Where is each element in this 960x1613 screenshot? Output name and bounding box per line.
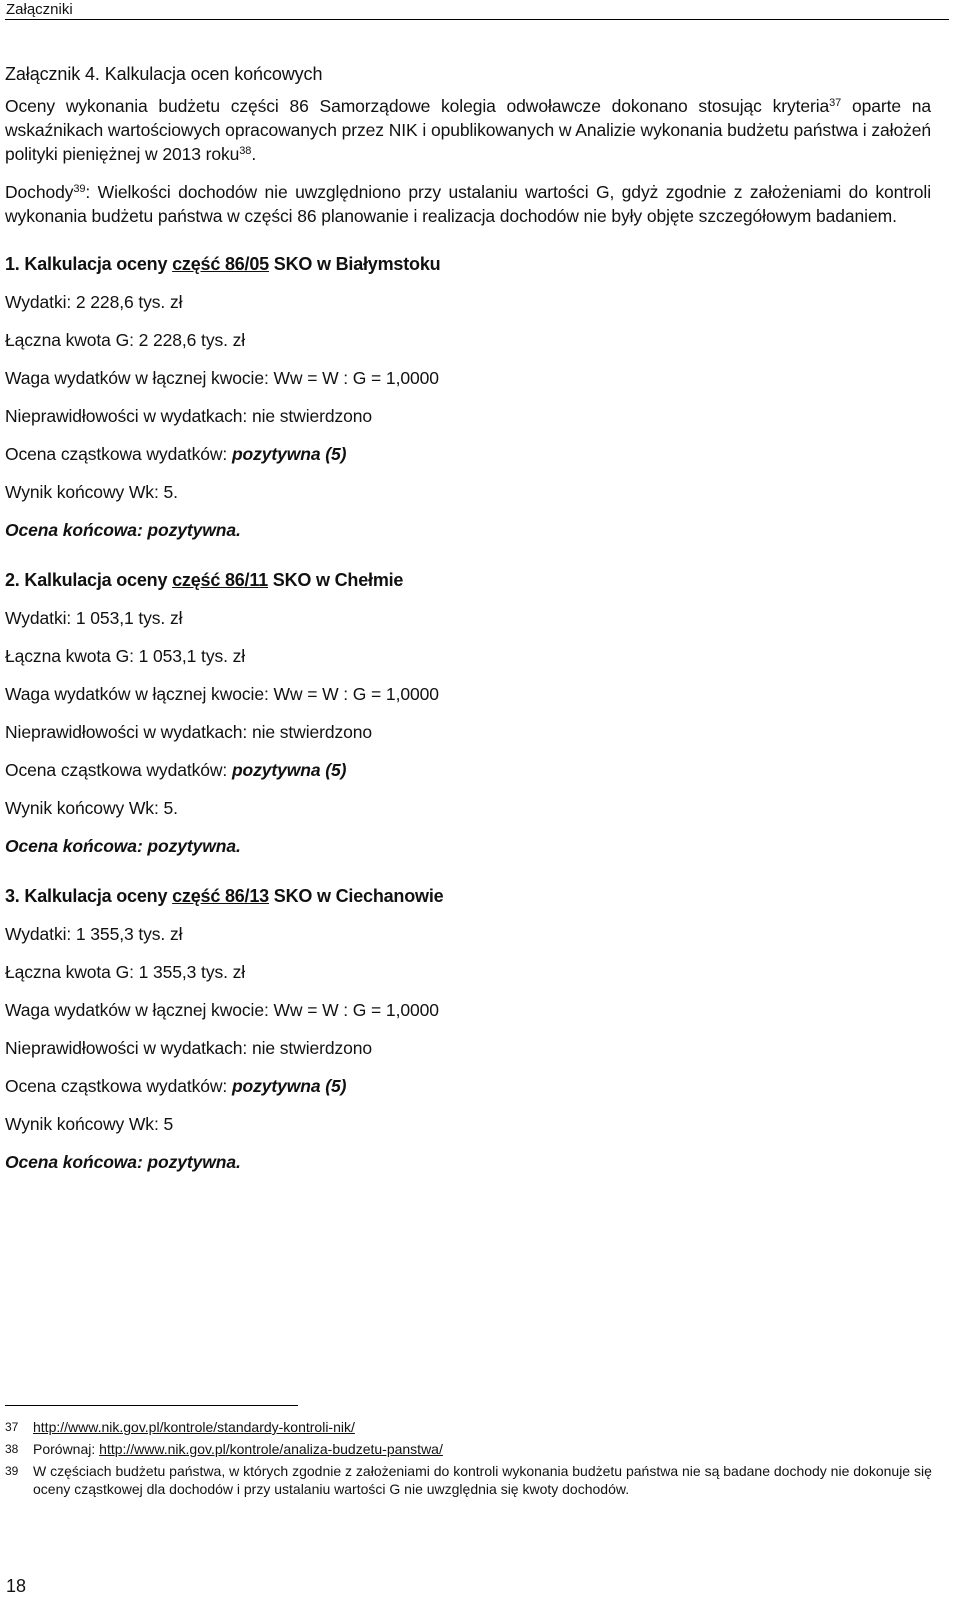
- irregularities-line: Nieprawidłowości w wydatkach: nie stwierdzono: [5, 406, 373, 426]
- intro-paragraph: [5, 94, 931, 166]
- footnote-link[interactable]: http://www.nik.gov.pl/kontrole/analiza-budzetu-panstwa/: [99, 1441, 443, 1457]
- section-number: 1. Kalkulacja oceny: [5, 254, 173, 274]
- partial-assessment-line: [5, 442, 931, 480]
- footnote-link[interactable]: http://www.nik.gov.pl/kontrole/standardy-kontroli-nik/: [33, 1419, 355, 1435]
- partial-assessment-label: Ocena cząstkowa wydatków:: [5, 1076, 232, 1096]
- expenditure-line: Wydatki: 1 355,3 tys. zł: [5, 924, 183, 944]
- footnote-prefix: Porównaj:: [33, 1441, 100, 1457]
- irregularities-line: Nieprawidłowości w wydatkach: nie stwierdzono: [5, 1038, 373, 1058]
- intro-text-2: oparte na wskaźnikach wartościowych opracowanych przez NIK i opublikowanych w Analizie wykonania budżetu państwa i założeń polityki pieniężnej w 2013 roku: [5, 96, 931, 164]
- calculation-sections: [5, 252, 931, 1176]
- section-title: [5, 884, 931, 908]
- section-name: SKO w Chełmie: [268, 570, 404, 590]
- section-title: [5, 252, 931, 276]
- footnote-39: [5, 1462, 935, 1498]
- section-name: SKO w Ciechanowie: [268, 886, 444, 906]
- final-result-line: Wynik końcowy Wk: 5.: [5, 798, 178, 818]
- total-g-line: Łączna kwota G: 1 053,1 tys. zł: [5, 646, 246, 666]
- calculation-section: [5, 568, 931, 860]
- partial-assessment-value: pozytywna (5): [231, 444, 347, 464]
- footnote-separator: [5, 1405, 298, 1406]
- footnote-number: 38: [5, 1442, 19, 1456]
- weight-line: Waga wydatków w łącznej kwocie: Ww = W : G = 1,0000: [5, 684, 439, 704]
- expenditure-line: Wydatki: 1 053,1 tys. zł: [5, 608, 183, 628]
- total-g-line: Łączna kwota G: 2 228,6 tys. zł: [5, 330, 246, 350]
- partial-assessment-label: Ocena cząstkowa wydatków:: [5, 760, 232, 780]
- partial-assessment-line: [5, 1074, 931, 1112]
- final-result-line: Wynik końcowy Wk: 5: [5, 1114, 174, 1134]
- footnote-text: [33, 1418, 935, 1436]
- footnote-38: [5, 1440, 935, 1458]
- partial-assessment-line: [5, 758, 931, 796]
- section-title: [5, 568, 931, 592]
- footnote-ref-38[interactable]: 38: [239, 145, 252, 157]
- calculation-section: [5, 884, 931, 1176]
- footnote-number: 39: [5, 1464, 19, 1478]
- final-result-line: Wynik końcowy Wk: 5.: [5, 482, 178, 502]
- calculation-section: [5, 252, 931, 544]
- footnote-text: W częściach budżetu państwa, w których zgodnie z założeniami do kontroli wykonania budżetu państwa nie są badane dochody nie dokonuje się oceny cząstkowej dla dochodów i przy ustalaniu wartości G nie uwzględnia się kwoty dochodów.: [33, 1463, 932, 1497]
- income-note: [5, 180, 931, 228]
- document-body: [5, 62, 931, 1200]
- section-number: 2. Kalkulacja oceny: [5, 570, 173, 590]
- weight-line: Waga wydatków w łącznej kwocie: Ww = W : G = 1,0000: [5, 368, 439, 388]
- partial-assessment-label: Ocena cząstkowa wydatków:: [5, 444, 232, 464]
- income-text: : Wielkości dochodów nie uwzględniono przy ustalaniu wartości G, gdyż zgodnie z założeniami do kontroli wykonania budżetu państwa w części 86 planowanie i realizacja dochodów nie były objęte szczegółowym badaniem.: [5, 182, 931, 226]
- expenditure-line: Wydatki: 2 228,6 tys. zł: [5, 292, 183, 312]
- section-part: część 86/05: [172, 254, 269, 274]
- page-number: 18: [6, 1576, 27, 1596]
- section-part: część 86/13: [172, 886, 269, 906]
- footnote-ref-39[interactable]: 39: [73, 183, 86, 195]
- section-name: SKO w Białymstoku: [268, 254, 441, 274]
- footnotes: [5, 1418, 935, 1502]
- header-rule: [5, 19, 949, 20]
- section-part: część 86/11: [172, 570, 268, 590]
- annex-title: Załącznik 4. Kalkulacja ocen końcowych: [5, 64, 323, 84]
- intro-end: .: [251, 144, 257, 164]
- irregularities-line: Nieprawidłowości w wydatkach: nie stwierdzono: [5, 722, 373, 742]
- final-assessment-line: Ocena końcowa: pozytywna.: [5, 1152, 241, 1172]
- final-assessment-line: Ocena końcowa: pozytywna.: [5, 836, 241, 856]
- final-assessment-line: Ocena końcowa: pozytywna.: [5, 520, 241, 540]
- section-number: 3. Kalkulacja oceny: [5, 886, 173, 906]
- total-g-line: Łączna kwota G: 1 355,3 tys. zł: [5, 962, 246, 982]
- income-label: Dochody: [5, 182, 74, 202]
- intro-text-1: Oceny wykonania budżetu części 86 Samorządowe kolegia odwoławcze dokonano stosując kryteria: [5, 96, 830, 116]
- partial-assessment-value: pozytywna (5): [231, 760, 347, 780]
- weight-line: Waga wydatków w łącznej kwocie: Ww = W : G = 1,0000: [5, 1000, 439, 1020]
- running-header: Załączniki: [6, 1, 73, 18]
- footnote-37: [5, 1418, 935, 1436]
- footnote-ref-37[interactable]: 37: [829, 97, 842, 109]
- footnote-number: 37: [5, 1420, 19, 1434]
- footnote-text: [33, 1440, 935, 1458]
- partial-assessment-value: pozytywna (5): [231, 1076, 347, 1096]
